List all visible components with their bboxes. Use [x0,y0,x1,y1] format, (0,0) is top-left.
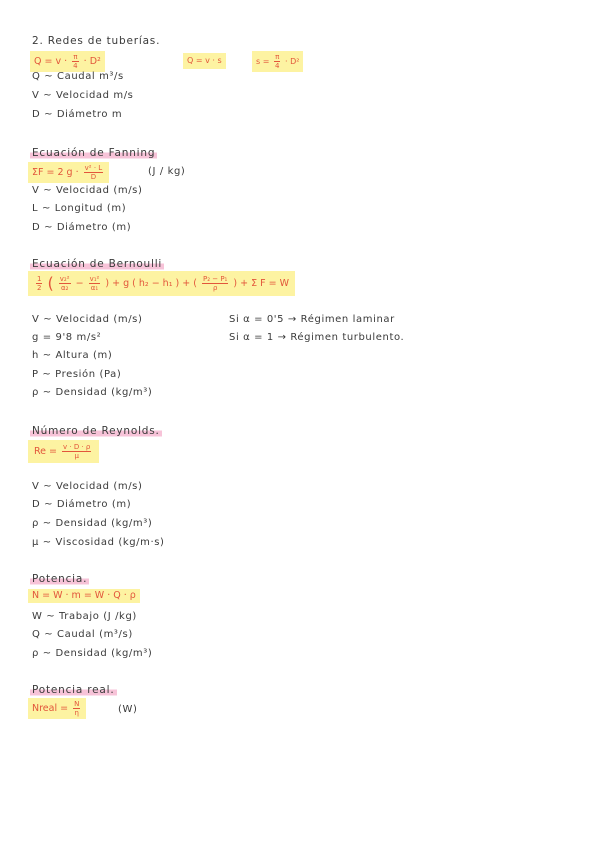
list-item: V ~ Velocidad m/s [32,90,134,101]
formula-caudal-tail: · D² [83,56,101,67]
list-item: Q ~ Caudal (m³/s) [32,629,133,640]
formula-bernoulli: $\frac{1}{2}$ ( $\frac{\text{v₂²}}{\text{α₂}}$ − $\frac{\text{v₁²}}{\text{α₁}}$ ) + g ( h₂ − h₁ ) + ( $\frac{\text{P₂ − P₁}}{\rho}$ ) + Σ F = W [28,271,295,296]
formula-fanning: ΣF = 2 g · $\frac{\text{v² · L}}{D}$ [28,162,109,183]
section-title-bernoulli: Ecuación de Bernoulli [32,258,163,270]
list-item: D ~ Diámetro (m) [32,222,132,233]
list-item: D ~ Diámetro m [32,109,123,120]
list-item: h ~ Altura (m) [32,350,113,361]
section-title-redes: 2. Redes de tuberías. [32,35,161,47]
list-item: W ~ Trabajo (J /kg) [32,611,137,622]
list-item: D ~ Diámetro (m) [32,499,132,510]
list-item: P ~ Presión (Pa) [32,369,122,380]
formula-reynolds: Re = $\frac{v \cdot D \cdot \rho}{\mu}$ [28,440,99,463]
list-item: V ~ Velocidad (m/s) [32,314,143,325]
list-item: g = 9'8 m/s² [32,332,102,343]
list-item: V ~ Velocidad (m/s) [32,185,143,196]
formula-seccion: s = $\frac{\pi}{4}$ · D² [252,51,303,72]
formula-potencia-real-unit: (W) [118,704,138,715]
note-laminar: Si α = 0'5 → Régimen laminar [229,314,395,325]
section-title-potencia: Potencia. [32,573,88,585]
list-item: ρ ~ Densidad (kg/m³) [32,648,153,659]
list-item: ρ ~ Densidad (kg/m³) [32,518,153,529]
formula-potencia: N = W · m = W · Q · ρ [28,589,140,603]
formula-fanning-unit: (J / kg) [148,166,186,177]
formula-caudal [30,51,105,72]
section-title-fanning: Ecuación de Fanning [32,147,156,159]
list-item: Q ~ Caudal m³/s [32,71,124,82]
list-item: V ~ Velocidad (m/s) [32,481,143,492]
formula-q-vs: Q = v · s [183,53,226,69]
formula-caudal-lhs: Q = v · [34,56,68,67]
section-title-potencia-real: Potencia real. [32,684,115,696]
formula-caudal-frac: $\frac{\pi}{4}$ [73,53,78,70]
list-item: ρ ~ Densidad (kg/m³) [32,387,153,398]
section-title-reynolds: Número de Reynolds. [32,425,160,437]
list-item: μ ~ Viscosidad (kg/m·s) [32,537,165,548]
formula-potencia-real: Nreal = $\frac{N}{\eta}$ [28,698,86,719]
list-item: L ~ Longitud (m) [32,203,127,214]
note-turbulento: Si α = 1 → Régimen turbulento. [229,332,405,343]
